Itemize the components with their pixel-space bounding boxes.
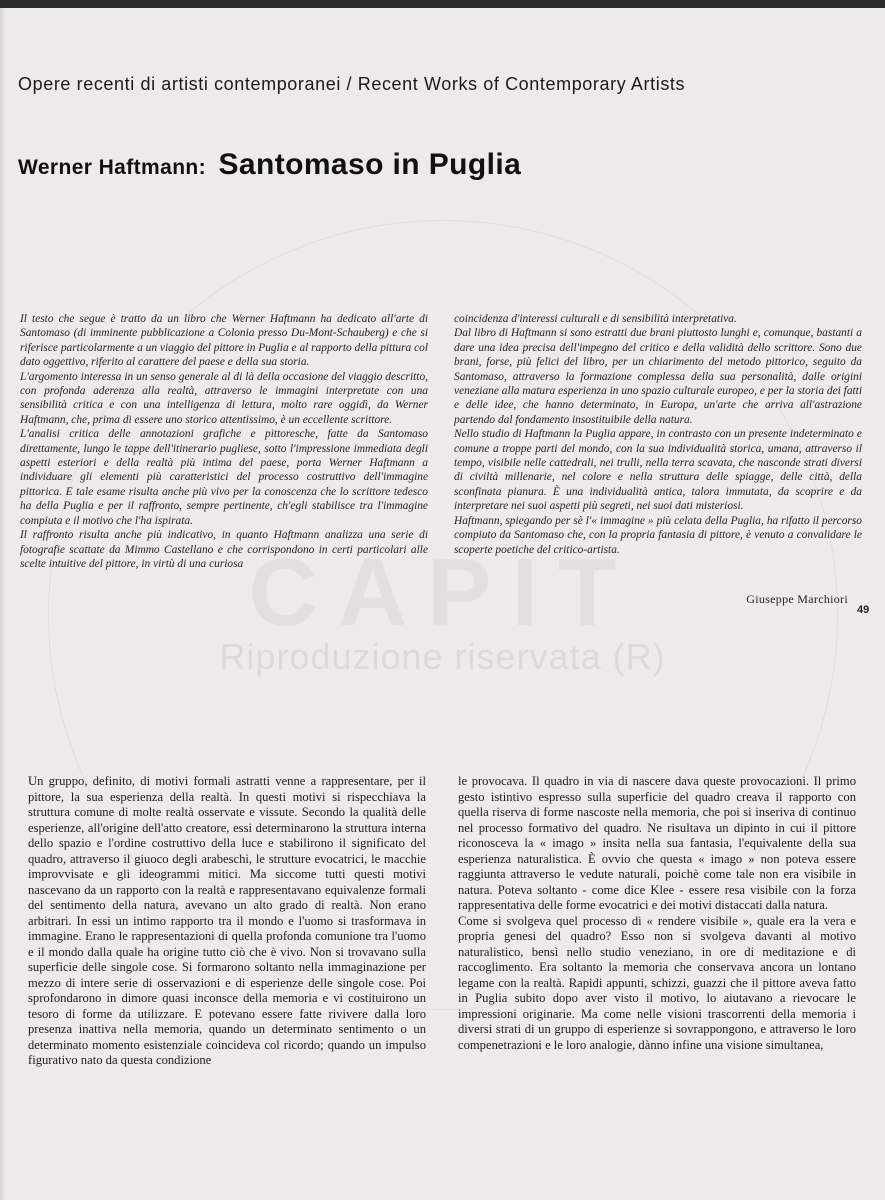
intro-paragraph: Dal libro di Haftmann si sono estratti due brani piuttosto lunghi e, comunque, bastanti a dare una idea precisa dell'impegno del critico e della validità dello scrittore. Sono due brani, forse, più felici del libro, per un chiarimento del metodo pittorico, seguito da Santomaso, attraverso la formazione complessa della sua personalità, dalle origini veneziane alla matura esperienza in uno spazio culturale europeo, e per la storia dei fatti e delle idee, che hanno determinato, in Europa, un'arte che arriva all'astrazione partendo dal fondamento insostituibile della natura.	[454, 327, 863, 426]
intro-paragraph: coincidenza d'interessi culturali e di sensibilità interpretativa.	[454, 313, 737, 325]
intro-paragraph: Il testo che segue è tratto da un libro che Werner Haftmann ha dedicato all'arte di Santomaso (di imminente pubblicazione a Colonia presso Du-Mont-Schauberg) e che si riferisce particolarmente a un viaggio del pittore in Puglia e al rapporto della pittura col dato oggettivo, riferito al carattere del paese e della sua storia.	[20, 313, 428, 369]
page-number: 49	[857, 604, 870, 616]
body-column-left	[28, 774, 426, 1069]
watermark-text: Riproduzione riservata (R)	[219, 636, 666, 677]
article-headline	[18, 148, 868, 182]
article-title: Santomaso in Puglia	[218, 148, 522, 181]
intro-column-right	[454, 312, 862, 557]
body-column-right	[458, 774, 856, 1053]
body-paragraph: Un gruppo, definito, di motivi formali astratti venne a rappresentare, per il pittore, la sua esperienza della realtà. In questi motivi si rispecchiava la struttura comune di molte realtà osservate e vissute. Secondo la qualità delle esperienze, all'origine dell'atto creatore, essi determinarono la struttura interna dello spazio e l'ordine costruttivo della luce e stabilirono il significato del quadro, attraverso il giuoco degli arabeschi, le strutture evocatrici, le macchie improvvisate e gli ideogrammi mitici. Ma siccome tutti questi motivi nascevano da un rapporto con la realtà e rappresentavano equivalenze formali del sentimento della natura, avevano un alto grado di realtà. Non erano arbitrari. In essi un intimo rapporto tra il mondo e l'uomo si trasformava in immagine. Erano le rappresentazioni di quella profonda comunione tra l'uomo e il mondo dalla quale ha origine tutto ciò che è vivo. Non si trovavano sulla superficie delle singole cose. Si formarono soltanto nella immaginazione per mezzo di intere serie di osservazioni e di esperienze delle singole cose. Poi sprofondarono in dimore quasi inconsce della memoria e vi costituirono un tesoro di forme da utilizzare. E potevano essere fatte rivivere dalla loro presenza inattiva nella memoria, quando un determinato sentimento o un determinato momento esistenziale coincideva col ricordo; quando un impulso figurativo nato da questa condizione	[28, 774, 426, 1067]
intro-paragraph: L'argomento interessa in un senso generale al di là della occasione del viaggio descritto, con profonda aderenza alla realtà, attraverso le immagini interpretate con una sensibilità critica e con una intelligenza di lettura, molto rare oggidì, da Werner Haftmann, che, prima di essere uno storico attentissimo, è un eccellente scrittore.	[20, 370, 428, 426]
intro-signature: Giuseppe Marchiori	[746, 592, 848, 606]
article-author: Werner Haftmann:	[18, 156, 207, 179]
intro-paragraph: Il raffronto risulta anche più indicativo, in quanto Haftmann analizza una serie di fotografie scattate da Mimmo Castellano e che corrispondono in certi particolari alle scelte intuitive del pittore, in virtù di una curiosa	[20, 529, 428, 570]
intro-paragraph: Nello studio di Haftmann la Puglia appare, in contrasto con un presente indeterminato e comune a troppe parti del mondo, con la sua individualità storica, umana, attraverso il tempo, visibile nelle cattedrali, nei trulli, nella terra scavata, che nasconde strati diversi di civiltà millenarie, nel colore e nella struttura delle spiagge, delle città, della sconfinata pianura. È una individualità antica, talora immutata, da scoprire e da interpretare nei suoi aspetti più segreti, nei suoi dati misteriosi.	[454, 428, 862, 513]
series-title: Opere recenti di artisti contemporanei / Recent Works of Contemporary Artists	[18, 74, 686, 94]
body-paragraph: Come si svolgeva quel processo di « rendere visibile », quale era la vera e propria genesi del quadro? Esso non si svolgeva davanti al motivo naturalistico, bensì nello studio veneziano, in ore di meditazione e di raccoglimento. Era soltanto la memoria che conservava ancora un lontano legame con la realtà. Rapidi appunti, schizzi, guazzi che il pittore aveva fatto in Puglia subito dopo aver visto il motivo, lo aiutavano a rievocare le impressioni originarie. Ma come nelle visioni trascorrenti della memoria i diversi strati di un gruppo di esperienze si sovrappongono, e attraverso le loro compenetrazioni e le loro analogie, dànno infine una visione simultanea,	[458, 913, 856, 1052]
intro-paragraph: Haftmann, spiegando per sè l'« immagine » più celata della Puglia, ha rifatto il percorso compiuto da Santomaso che, con la propria fantasia di pittore, è venuto a convalidare le scoperte poetiche del critico-artista.	[454, 514, 862, 556]
magazine-page	[0, 8, 885, 1200]
intro-column-left	[20, 312, 428, 571]
intro-paragraph: L'analisi critica delle annotazioni grafiche e pittoresche, fatte da Santomaso direttamente, lungo le tappe dell'itinerario pugliese, sotto l'impressione immediata degli aspetti esteriori e della realtà più intima del paese, porta Werner Haftmann a individuare gli elementi più caratteristici del processo costruttivo dell'immagine pittorica. E tale esame risulta anche più vivo per la conoscenza che lo scrittore tedesco ha della Puglia e per il raffronto, sempre pertinente, ch'egli stabilisce tra l'immagine compiuta e il motivo che l'ha ispirata.	[20, 428, 428, 527]
body-paragraph: le provocava. Il quadro in via di nascere dava queste provocazioni. Il primo gesto istintivo espresso sulla superficie del quadro creava il rapporto con quella riserva di forme nascoste nella memoria, che poi si inseriva di continuo nel processo formativo del quadro. Ne risultava un dipinto in cui il pittore riconosceva la « imago » insita nella sua fantasia, l'equivalente della sua esperienza naturalistica. È ovvio che questa « imago » non poteva essere raggiunta attraverso le vedute naturali, poichè come tale non era visibile in natura. Poteva soltanto - come dice Klee - essere resa visibile con la forza rappresentativa delle forme evocatrici e dei motivi distaccati dalla natura.	[458, 774, 856, 912]
